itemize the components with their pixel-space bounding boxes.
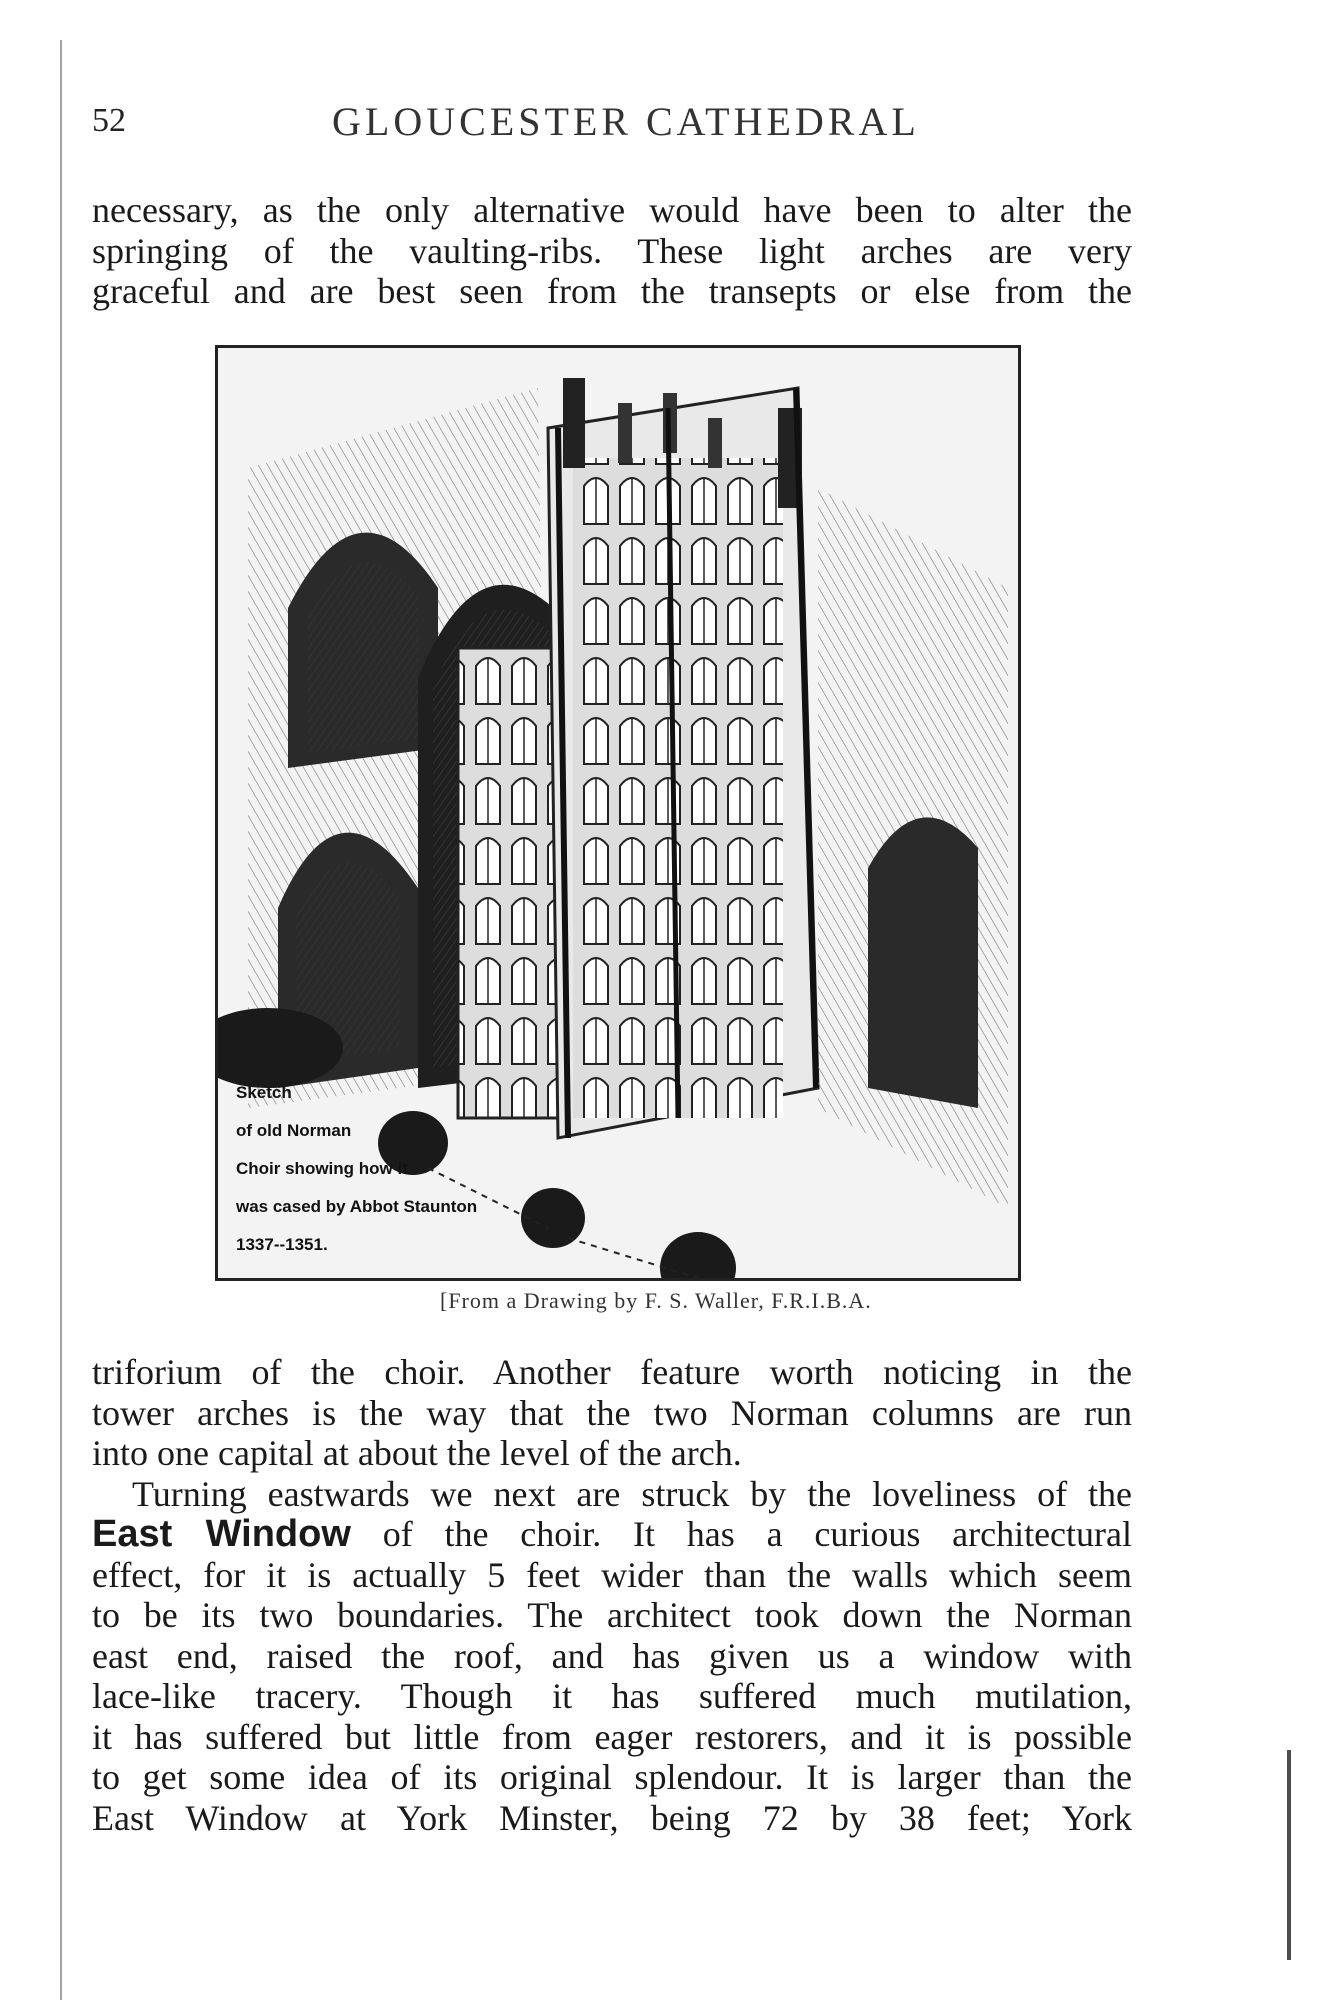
text-line-rest: of the choir. It has a curious architectural: [350, 1514, 1133, 1554]
caption-line: was cased by Abbot Staunton: [236, 1197, 478, 1216]
running-title: GLOUCESTER CATHEDRAL: [332, 99, 920, 144]
text-line: tower arches is the way that the two Norman columns are run: [92, 1392, 1132, 1433]
text-line: necessary, as the only alternative would have been to alter the: [92, 190, 1132, 230]
text-line: [92, 1514, 1132, 1555]
caption-line: Choir showing how it: [236, 1159, 408, 1178]
text-line: to get some idea of its original splendour. It is larger than the: [92, 1757, 1132, 1797]
body-text: [92, 1352, 1132, 1838]
text-line: East Window at York Minster, being 72 by 38 feet; York: [92, 1797, 1132, 1838]
east-window-heading: East Window: [92, 1513, 351, 1555]
text-line: graceful and are best seen from the transepts or else from the: [92, 271, 1132, 311]
caption-line: of old Norman: [236, 1121, 352, 1140]
text-line: into one capital at about the level of the arch.: [92, 1433, 742, 1473]
caption-line: Sketch: [236, 1083, 292, 1102]
margin-rule: [60, 40, 62, 2000]
figure-credit: [From a Drawing by F. S. Waller, F.R.I.B.A.: [440, 1288, 872, 1313]
text-line: Turning eastwards we next are struck by the loveliness of the: [132, 1473, 1132, 1514]
text-line: to be its two boundaries. The architect took down the Norman: [92, 1595, 1132, 1635]
text-line: springing of the vaulting-ribs. These light arches are very: [92, 230, 1132, 271]
caption-line: 1337--1351.: [236, 1235, 328, 1254]
figure-caption: [236, 1074, 477, 1264]
page-header: [92, 98, 1118, 148]
text-line: east end, raised the roof, and has given us a window with: [92, 1635, 1132, 1676]
page-number: 52: [92, 102, 126, 139]
top-paragraph: [92, 190, 1132, 312]
text-line: triforium of the choir. Another feature worth noticing in the: [92, 1352, 1132, 1392]
text-line: it has suffered but little from eager restorers, and it is possible: [92, 1716, 1132, 1757]
text-line: effect, for it is actually 5 feet wider than the walls which seem: [92, 1554, 1132, 1595]
text-line: lace-like tracery. Though it has suffered much mutilation,: [92, 1676, 1132, 1716]
figure-illustration: [215, 345, 1021, 1281]
page-edge-mark: [1287, 1750, 1291, 1960]
